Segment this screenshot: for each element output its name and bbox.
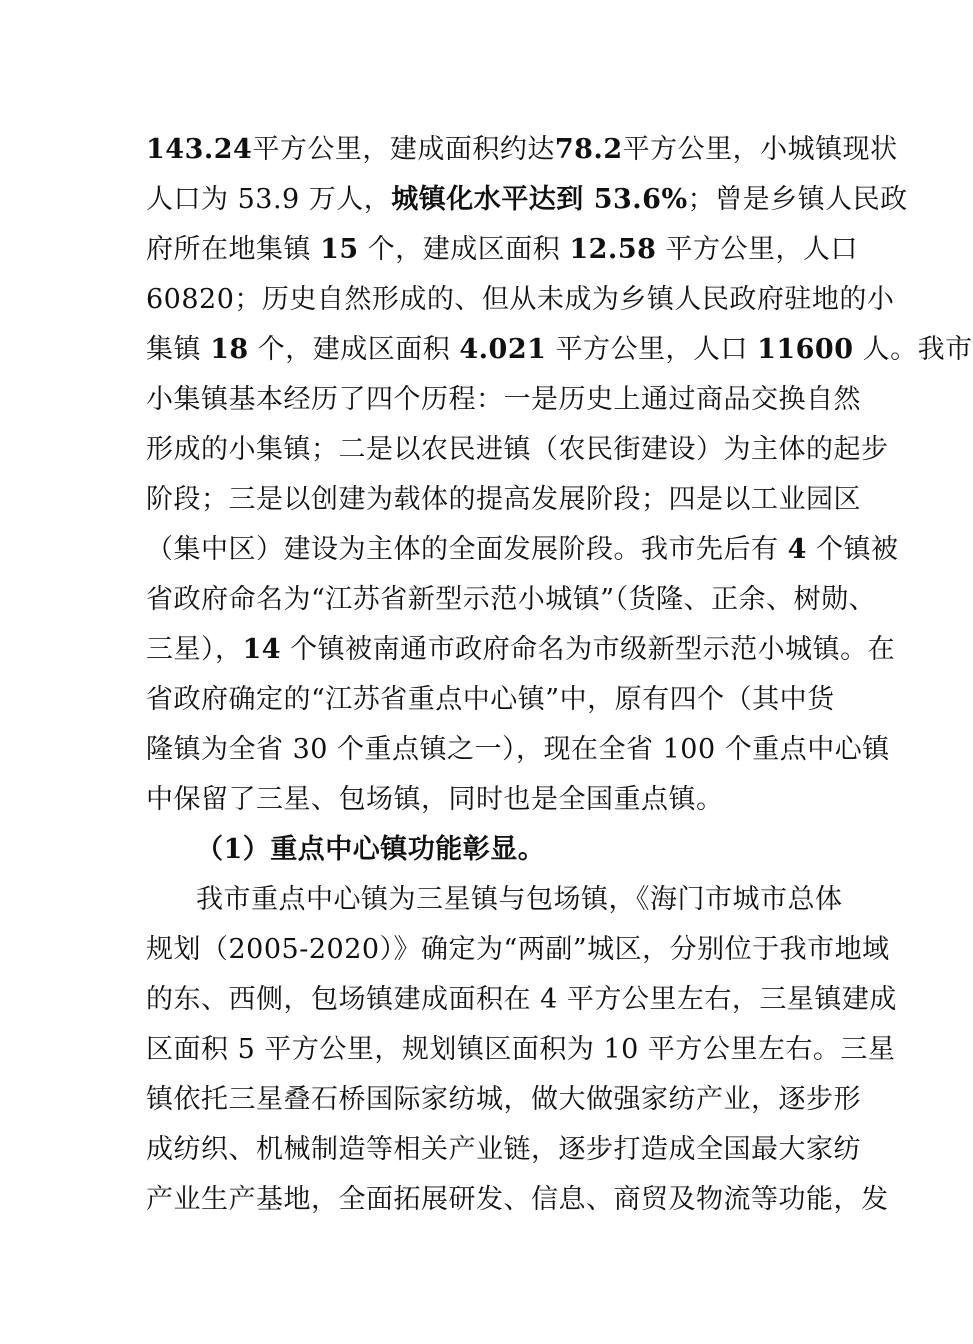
text-line (146, 1075, 861, 1125)
text-run: 人。我市 (853, 334, 973, 365)
text-run: 的东、西侧，包场镇建成面积在 4 平方公里左右，三星镇建成 (146, 984, 897, 1015)
text-run: 规划（2005-2020）》确定为“两副”城区，分别位于我市地域 (146, 934, 890, 965)
text-run: 形成的小集镇；二是以农民进镇（农民街建设）为主体的起步 (146, 434, 889, 465)
text-run: （集中区）建设为主体的全面发展阶段。我市先后有 (146, 534, 788, 565)
text-run: 产业生产基地，全面拓展研发、信息、商贸及物流等功能，发 (146, 1184, 889, 1215)
text-run: 中保留了三星、包场镇，同时也是全国重点镇。 (146, 784, 724, 815)
text-run: 人口为 53.9 万人， (146, 184, 392, 215)
text-line (146, 575, 877, 625)
text-line (146, 1125, 861, 1175)
text-line (146, 925, 890, 975)
text-line (146, 1025, 896, 1075)
text-run: 成纺织、机械制造等相关产业链，逐步打造成全国最大家纺 (146, 1134, 861, 1165)
text-run: 平方公里，建成面积约达 (252, 134, 555, 165)
text-run: 阶段；三是以创建为载体的提高发展阶段；四是以工业园区 (146, 484, 861, 515)
text-line (146, 375, 861, 425)
bold-text-run: 12.58 (569, 234, 657, 265)
text-line (146, 1175, 889, 1225)
text-run: 我市重点中心镇为三星镇与包场镇，《海门市城市总体 (196, 884, 843, 915)
text-line (146, 325, 973, 375)
section-heading (196, 825, 876, 875)
text-run: 隆镇为全省 30 个重点镇之一），现在全省 100 个重点中心镇 (146, 734, 890, 765)
bold-text-run: 143.24 (146, 134, 253, 165)
bold-text-run: 4.021 (459, 334, 547, 365)
bold-text-run: 15 (320, 234, 359, 265)
text-line (146, 125, 898, 175)
text-line (146, 625, 896, 675)
text-run: 府所在地集镇 (146, 234, 321, 265)
text-run: 集镇 (146, 334, 211, 365)
bold-text-run: 18 (210, 334, 249, 365)
text-run: 个镇被南通市政府命名为市级新型示范小城镇。在 (281, 634, 896, 665)
text-run: 平方公里，人口 (546, 334, 758, 365)
bold-text-run: 11600 (757, 334, 854, 365)
bold-text-run: 4 (787, 534, 807, 565)
text-run: 个镇被 (806, 534, 899, 565)
text-run: 镇依托三星叠石桥国际家纺城，做大做强家纺产业，逐步形 (146, 1084, 861, 1115)
text-line (146, 675, 835, 725)
text-run: 个，建成区面积 (248, 334, 460, 365)
text-run: 个，建成区面积 (358, 234, 570, 265)
text-run: 小集镇基本经历了四个历程：一是历史上通过商品交换自然 (146, 384, 861, 415)
text-run: 省政府命名为“江苏省新型示范小城镇”（货隆、正余、树勋、 (146, 584, 877, 615)
text-run: 平方公里，小城镇现状 (622, 134, 898, 165)
text-run: 三星）， (146, 634, 243, 665)
bold-text-run: （1）重点中心镇功能彰显。 (196, 834, 546, 865)
text-line (146, 975, 897, 1025)
text-run: 平方公里，人口 (656, 234, 858, 265)
text-line (146, 175, 908, 225)
text-line (196, 875, 876, 925)
text-line (146, 225, 858, 275)
text-run: 省政府确定的“江苏省重点中心镇”中，原有四个（其中货 (146, 684, 835, 715)
text-run: 区面积 5 平方公里，规划镇区面积为 10 平方公里左右。三星 (146, 1034, 896, 1065)
bold-text-run: 14 (242, 634, 282, 665)
text-line (146, 775, 826, 825)
text-line (146, 425, 889, 475)
bold-text-run: 78.2 (554, 134, 623, 165)
text-line (146, 275, 895, 325)
bold-text-run: 城镇化水平达到 53.6% (391, 184, 688, 215)
text-line (146, 525, 899, 575)
text-line (146, 725, 890, 775)
text-run: ；曾是乡镇人民政 (687, 184, 908, 215)
text-line (146, 475, 861, 525)
text-run: 60820；历史自然形成的、但从未成为乡镇人民政府驻地的小 (146, 284, 895, 315)
